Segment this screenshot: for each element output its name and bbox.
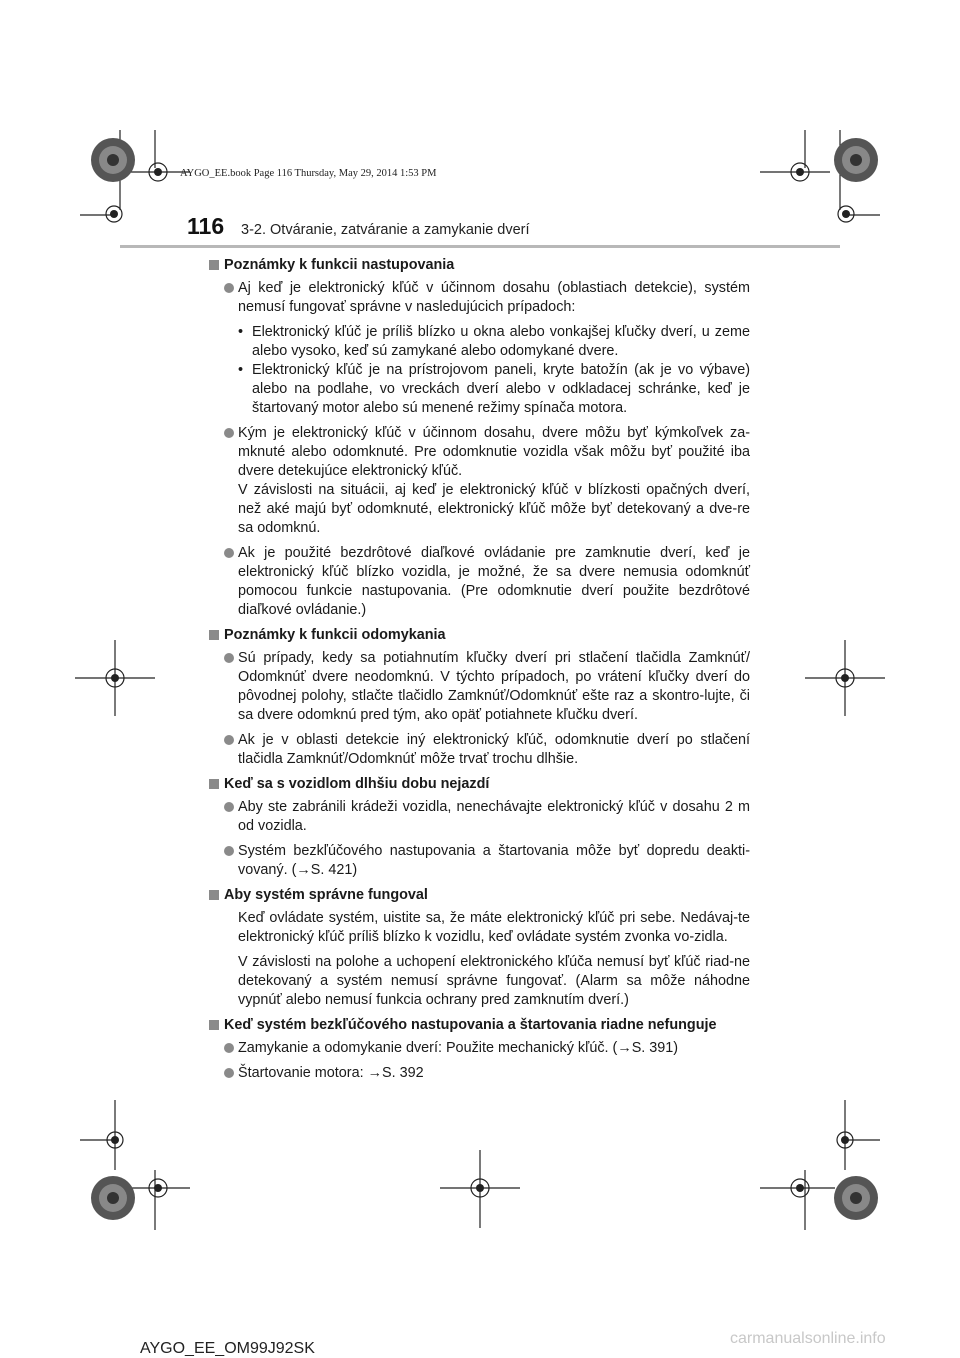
list-item: Sú prípady, kedy sa potiahnutím kľučky dverí pri stlačení tlačidla Zamknúť/ Odomknúť dvere neodomknú. V týchto prípadoch, po vrátení kľučky dverí do pôvodnej polohy, stlačte tlačidlo Zamknúť/Odomknúť ešte raz a skontro-lujte, či sa dvere odomknú pred tým, ako opäť potiahnete kľučku dverí. <box>209 649 750 725</box>
sub-list-item: • Elektronický kľúč je príliš blízko u okna alebo vonkajšej kľučky dverí, u zeme alebo vysoko, keď sú zamykané alebo odomykané dvere. <box>238 324 750 359</box>
section-heading: Poznámky k funkcii nastupovania <box>224 257 455 273</box>
page-number: 116 <box>187 213 225 239</box>
circle-bullet-icon <box>224 846 234 856</box>
book-file-info: AYGO_EE.book Page 116 Thursday, May 29, 2014 1:53 PM <box>180 168 437 179</box>
sub-list-item: • Elektronický kľúč je na prístrojovom paneli, kryte batožín (ak je vo výbave) alebo na podlahe, vo vreckách dverí alebo v odkladacej schránke, keď je štartovaný motor alebo sú menené režimy spínača motora. <box>238 362 750 416</box>
circle-bullet-icon <box>224 1043 234 1053</box>
square-bullet-icon <box>209 779 219 789</box>
section-long-idle <box>209 775 750 880</box>
section-entry-notes <box>209 256 750 620</box>
watermark-text: carmanualsonline.info <box>730 1330 886 1347</box>
paragraph: V závislosti na polohe a uchopení elektronického kľúča nemusí byť kľúč riad-ne detekovaný a systém nemusí správne fungovať. (Alarm sa môže náhodne vypnúť alebo nemusí funkcia ochrany pred zamknutím dverí.) <box>238 954 750 1008</box>
list-item-continuation: V závislosti na situácii, aj keď je elektronický kľúč v blízkosti opačných dverí, než aké majú byť odomknuté, elektronický kľúč môže byť detekovaný a dve-re sa odomknú. <box>238 482 750 536</box>
circle-bullet-icon <box>224 283 234 293</box>
square-bullet-icon <box>209 890 219 900</box>
circle-bullet-icon <box>224 1068 234 1078</box>
dot-marker-icon: • <box>238 324 244 340</box>
list-item: Systém bezkľúčového nastupovania a štartovania môže byť dopredu deakti-vovaný. (→S. 421) <box>209 842 750 880</box>
section-heading: Aby systém správne fungoval <box>224 887 428 903</box>
chapter-title: 3-2. Otváranie, zatváranie a zamykanie dverí <box>241 222 530 238</box>
circle-bullet-icon <box>224 735 234 745</box>
list-item: Zamykanie a odomykanie dverí: Použite mechanický kľúč. (→S. 391) <box>209 1039 750 1058</box>
list-item: Kým je elektronický kľúč v účinnom dosahu, dvere môžu byť kýmkoľvek za-mknuté alebo odomknuté. Pre odomknutie vozidla však môžu byť použité iba dvere detekujúce elektronický kľúč. V závislosti na situácii, aj keď je elektronický kľúč v blízkosti opačných dverí, než aké majú byť odomknuté, elektronický kľúč môže byť detekovaný a dve-re sa odomknú. <box>209 424 750 538</box>
circle-bullet-icon <box>224 802 234 812</box>
sub-list <box>209 323 750 418</box>
dot-marker-icon: • <box>238 362 244 378</box>
paragraph: Keď ovládate systém, uistite sa, že máte elektronický kľúč pri sebe. Nedávaj-te elektronický kľúč príliš blízko k vozidlu, keď ovládate systém zvonka vo-zidla. <box>238 910 750 945</box>
section-heading: Keď sa s vozidlom dlhšiu dobu nejazdí <box>224 776 490 792</box>
section-unlock-notes <box>209 626 750 769</box>
circle-bullet-icon <box>224 653 234 663</box>
circle-bullet-icon <box>224 428 234 438</box>
section-heading: Keď systém bezkľúčového nastupovania a štartovania riadne nefunguje <box>224 1017 717 1033</box>
document-code: AYGO_EE_OM99J92SK <box>140 1340 315 1357</box>
list-item: Ak je v oblasti detekcie iný elektronický kľúč, odomknutie dverí po stlačení tlačidla Zamknúť/Odomknúť môže trvať trochu dlhšie. <box>209 731 750 769</box>
header-rule <box>120 245 840 248</box>
page-content <box>209 256 750 1089</box>
list-item: Aby ste zabránili krádeži vozidla, nenechávajte elektronický kľúč v dosahu 2 m od vozidla. <box>209 798 750 836</box>
list-item: Ak je použité bezdrôtové diaľkové ovládanie pre zamknutie dverí, keď je elektronický kľúč blízko vozidla, je možné, že sa dvere nemusia odomknúť pomocou funkcie nastupovania. (Pre odomknutie dverí použite bezdrôtové diaľkové ovládanie.) <box>209 544 750 620</box>
section-heading: Poznámky k funkcii odomykania <box>224 627 446 643</box>
list-item: Aj keď je elektronický kľúč v účinnom dosahu (oblastiach detekcie), systém nemusí fungovať správne v nasledujúcich prípadoch: <box>209 279 750 317</box>
section-malfunction <box>209 1016 750 1083</box>
square-bullet-icon <box>209 630 219 640</box>
square-bullet-icon <box>209 1020 219 1030</box>
section-proper-operation <box>209 886 750 1010</box>
circle-bullet-icon <box>224 548 234 558</box>
square-bullet-icon <box>209 260 219 270</box>
list-item: Štartovanie motora: →S. 392 <box>209 1064 750 1083</box>
